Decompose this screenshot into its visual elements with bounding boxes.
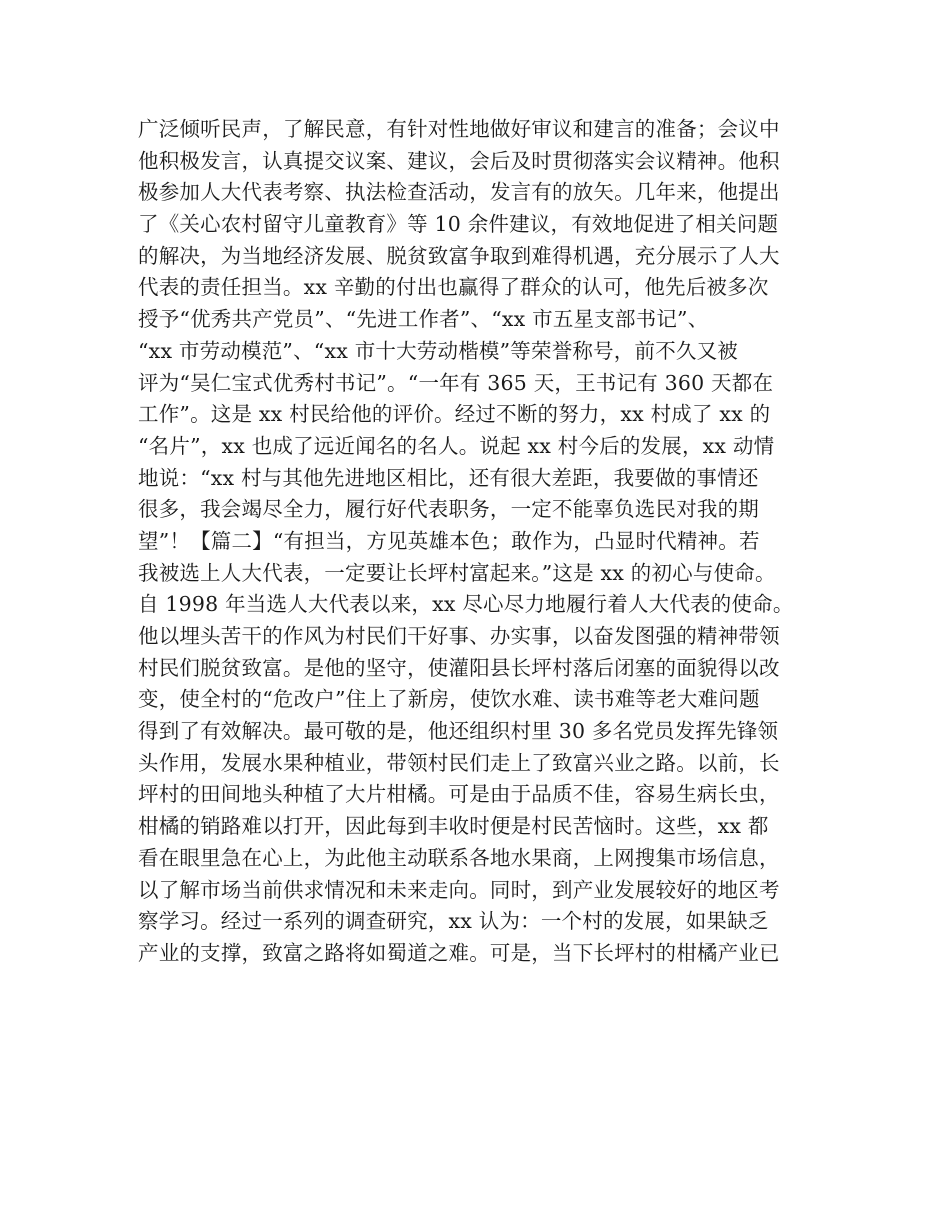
text-line: 柑橘的销路难以打开，因此每到丰收时便是村民苦恼时。这些，xx 都: [138, 814, 769, 839]
text-line: 我被选上人大代表，一定要让长坪村富起来。”这是 xx 的初心与使命。: [138, 560, 776, 585]
text-line: 得到了有效解决。最可敬的是，他还组织村里 30 多名党员发挥先锋领: [138, 719, 779, 744]
text-line: 极参加人大代表考察、执法检查活动，发言有的放矢。几年来，他提出: [138, 180, 780, 205]
text-line: 头作用，发展水果种植业，带领村民们走上了致富兴业之路。以前，长: [138, 750, 780, 775]
text-line: 看在眼里急在心上，为此他主动联系各地水果商，上网搜集市场信息，: [138, 845, 780, 870]
text-line: 他积极发言，认真提交议案、建议，会后及时贯彻落实会议精神。他积: [138, 148, 780, 173]
text-line: 代表的责任担当。xx 辛勤的付出也赢得了群众的认可，他先后被多次: [138, 275, 769, 300]
text-line: 的解决，为当地经济发展、脱贫致富争取到难得机遇，充分展示了人大: [138, 243, 780, 268]
text-line: 地说：“xx 村与其他先进地区相比，还有很大差距，我要做的事情还: [138, 465, 759, 490]
text-line: 变，使全村的“危改户”住上了新房，使饮水难、读书难等老大难问题: [138, 687, 760, 712]
text-line: 产业的支撑，致富之路将如蜀道之难。可是，当下长坪村的柑橘产业已: [138, 940, 780, 965]
text-line: 村民们脱贫致富。是他的坚守，使灌阳县长坪村落后闭塞的面貌得以改: [138, 655, 780, 680]
body-text: [138, 114, 828, 970]
text-line: 望”！【篇二】“有担当，方见英雄本色；敢作为，凸显时代精神。若: [138, 528, 760, 553]
text-line: “xx 市劳动模范”、“xx 市十大劳动楷模”等荣誉称号，前不久又被: [138, 338, 738, 363]
text-line: 了《关心农村留守儿童教育》等 10 余件建议，有效地促进了相关问题: [138, 212, 779, 237]
text-line: 授予“优秀共产党员”、“先进工作者”、“xx 市五星支部书记”、: [138, 307, 709, 332]
text-line: 以了解市场当前供求情况和未来走向。同时，到产业发展较好的地区考: [138, 877, 780, 902]
text-line: “名片”，xx 也成了远近闻名的名人。说起 xx 村今后的发展，xx 动情: [138, 433, 775, 458]
text-line: 很多，我会竭尽全力，履行好代表职务，一定不能辜负选民对我的期: [138, 497, 759, 522]
text-line: 工作”。这是 xx 村民给他的评价。经过不断的努力，xx 村成了 xx 的: [138, 402, 771, 427]
text-line: 评为“吴仁宝式优秀村书记”。“一年有 365 天，王书记有 360 天都在: [138, 370, 774, 395]
text-line: 广泛倾听民声，了解民意，有针对性地做好审议和建言的准备；会议中: [138, 117, 780, 141]
text-line: 自 1998 年当选人大代表以来，xx 尽心尽力地履行着人大代表的使命。: [138, 592, 794, 617]
text-line: 坪村的田间地头种植了大片柑橘。可是由于品质不佳，容易生病长虫，: [138, 782, 780, 807]
text-line: 察学习。经过一系列的调查研究，xx 认为：一个村的发展，如果缺乏: [138, 909, 769, 934]
text-line: 他以埋头苦干的作风为村民们干好事、办实事，以奋发图强的精神带领: [138, 624, 780, 648]
